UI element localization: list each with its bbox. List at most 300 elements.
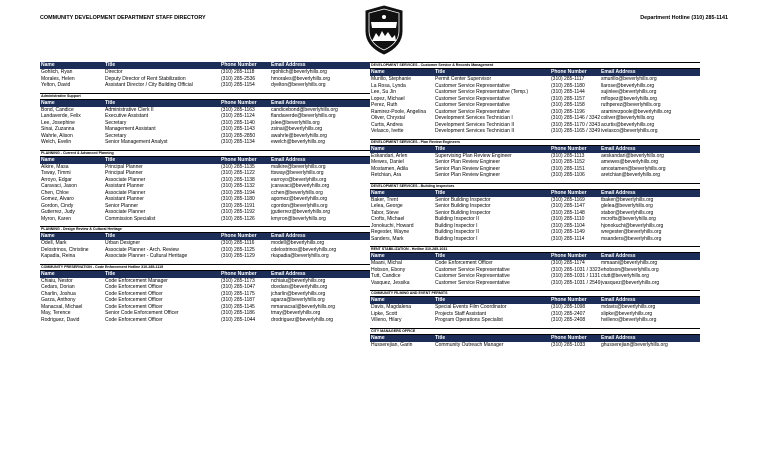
- column-header-phone: Phone Number: [221, 62, 257, 68]
- staff-email: agarza@beverlyhills.org: [271, 297, 325, 303]
- directory-section: [370, 290, 700, 324]
- staff-title: Senior Building Inspector: [435, 203, 491, 209]
- staff-title: Director: [105, 69, 123, 75]
- staff-name: Retchian, Ara: [371, 172, 402, 178]
- staff-name: Manacsal, Michael: [41, 303, 83, 310]
- staff-title: Associate Planner - Cultural Heritage: [105, 253, 188, 259]
- staff-phone: (310) 285-1154: [221, 82, 255, 88]
- staff-title: Development Services Technician I: [435, 115, 513, 121]
- staff-email: dyelton@beverlyhills.org: [271, 82, 326, 88]
- staff-name: Caravaci, Jason: [41, 183, 77, 189]
- staff-email: tbaker@beverlyhills.org: [601, 196, 654, 203]
- staff-name: Villeno, Hilary: [371, 317, 402, 323]
- staff-email: jcharlin@beverlyhills.org: [271, 290, 326, 297]
- staff-phone: (310) 285-1158: [551, 102, 585, 108]
- staff-title: Customer Service Representative: [435, 279, 510, 286]
- staff-phone: (310) 285-1118: [221, 69, 255, 75]
- column-header-name: Name: [41, 62, 55, 68]
- staff-email: aeskandari@beverlyhills.org: [601, 152, 664, 159]
- staff-phone: (310) 285-1187: [221, 297, 255, 303]
- staff-email: cgordon@beverlyhills.org: [271, 202, 328, 209]
- column-header-title: Title: [105, 99, 116, 106]
- column-header-email: Email Address: [271, 99, 306, 106]
- staff-title: Associate Planner: [105, 176, 146, 183]
- staff-title: Customer Service Representative: [435, 108, 510, 115]
- staff-phone: (310) 285-1169: [551, 196, 585, 203]
- staff-phone: (310) 285-1132: [221, 183, 255, 189]
- staff-phone: (310) 285-1044: [221, 316, 256, 323]
- directory-section: [40, 226, 370, 260]
- column-header-row: [40, 271, 370, 278]
- staff-title: Assistant Planner: [105, 196, 144, 202]
- staff-name: Lopez, Michael: [371, 95, 405, 102]
- staff-title: Secretary: [105, 132, 127, 139]
- city-shield-logo: [363, 5, 405, 55]
- staff-name: Rodriguez, David: [41, 316, 80, 323]
- staff-email: ewelch@beverlyhills.org: [271, 139, 325, 145]
- staff-title: Senior Building Inspector: [435, 196, 491, 203]
- staff-name: Chen, Chloe: [41, 189, 69, 196]
- staff-row: [40, 82, 370, 89]
- column-header-email: Email Address: [601, 145, 636, 152]
- staff-name: Maani, Michal: [371, 260, 402, 266]
- staff-phone: (310) 285-1134: [221, 139, 255, 145]
- staff-email: ivelasco@beverlyhills.org: [601, 128, 658, 134]
- staff-title: Executive Assistant: [105, 113, 149, 119]
- column-header-email: Email Address: [271, 62, 306, 68]
- staff-email: slipke@beverlyhills.org: [601, 310, 653, 317]
- column-header-name: Name: [371, 253, 385, 259]
- staff-title: Senior Plan Review Engineer: [435, 159, 501, 165]
- column-header-title: Title: [105, 270, 116, 277]
- staff-email: ruthperez@beverlyhills.org: [601, 102, 661, 108]
- column-header-name: Name: [41, 270, 55, 277]
- section-title: DEVELOPMENT SERVICES - Customer Service & Records Management: [370, 62, 700, 69]
- column-header-name: Name: [371, 145, 385, 152]
- directory-section: [40, 62, 370, 89]
- staff-email: kmyron@beverlyhills.org: [271, 215, 326, 222]
- staff-phone: (310) 285-1151: [551, 165, 585, 172]
- staff-name: Davis, Magdalena: [371, 304, 412, 310]
- staff-email: malkire@beverlyhills.org: [271, 163, 326, 170]
- section-title: DEVELOPMENT SERVICES - Building Inspectors: [370, 183, 700, 190]
- department-hotline: Department Hotline (310) 285-1141: [640, 15, 728, 21]
- staff-name: Yelton, David: [41, 82, 71, 88]
- staff-email: hmorales@beverlyhills.org: [271, 75, 330, 82]
- staff-title: Customer Service Representative (Temp.): [435, 89, 529, 95]
- staff-name: Myron, Karen: [41, 215, 72, 222]
- staff-name: Garza, Anthony: [41, 297, 76, 303]
- staff-name: Crofts, Michael: [371, 216, 405, 222]
- staff-name: Gohlich, Ryan: [41, 69, 73, 75]
- column-header-email: Email Address: [601, 253, 636, 259]
- staff-email: ttsway@beverlyhills.org: [271, 170, 324, 176]
- staff-email: zsinai@beverlyhills.org: [271, 126, 323, 132]
- staff-row: [370, 172, 700, 179]
- staff-phone: (310) 285-1110: [551, 216, 585, 222]
- staff-email: smurillo@beverlyhills.org: [601, 76, 657, 82]
- staff-name: Vasquez, Jessika: [371, 279, 410, 286]
- column-header-phone: Phone Number: [551, 253, 587, 259]
- staff-title: Code Enforcement Officer: [105, 290, 163, 297]
- staff-phone: (310) 285-1149: [551, 229, 585, 235]
- staff-name: Gomez, Alvaro: [41, 196, 74, 202]
- staff-phone: (310) 285-1145: [221, 303, 255, 310]
- staff-title: Customer Service Representative: [435, 95, 510, 102]
- column-header-email: Email Address: [271, 270, 306, 277]
- column-header-phone: Phone Number: [551, 189, 587, 196]
- column-header-title: Title: [105, 233, 116, 239]
- staff-email: mmaani@beverlyhills.org: [601, 260, 658, 266]
- directory-section: [370, 183, 700, 243]
- staff-email: rkapadia@beverlyhills.org: [271, 253, 329, 259]
- staff-name: Baker, Trent: [371, 196, 398, 203]
- column-header-phone: Phone Number: [551, 69, 587, 75]
- staff-name: Arroyo, Edgar: [41, 176, 72, 183]
- staff-phone: (310) 285-1125: [221, 246, 255, 253]
- staff-name: Perez, Ruth: [371, 102, 398, 108]
- staff-title: Building Inspector I: [435, 235, 478, 242]
- staff-phone: (310) 285-1192: [221, 209, 255, 215]
- column-header-email: Email Address: [601, 189, 636, 196]
- staff-name: Hobson, Ebony: [371, 266, 406, 273]
- staff-phone: (310) 285-1163: [221, 106, 255, 113]
- staff-title: Assistant Planner: [105, 183, 144, 189]
- staff-phone: (310) 285-1098: [551, 304, 586, 310]
- column-header-email: Email Address: [271, 233, 306, 239]
- staff-email: amewes@beverlyhills.org: [601, 159, 659, 165]
- staff-name: Mewes, Daniel: [371, 159, 404, 165]
- staff-email: agomez@beverlyhills.org: [271, 196, 328, 202]
- staff-phone: (310) 285-1157: [551, 95, 585, 102]
- staff-email: awahrle@beverlyhills.org: [271, 132, 327, 139]
- staff-title: Special Events Film Coordinator: [435, 304, 507, 310]
- staff-name: Tabor, Steve: [371, 209, 399, 216]
- staff-email: coliver@beverlyhills.org: [601, 115, 654, 121]
- staff-title: Code Enforcement Officer: [105, 303, 163, 310]
- column-header-title: Title: [435, 189, 446, 196]
- column-header-title: Title: [105, 156, 116, 163]
- staff-title: Code Enforcement Officer: [105, 316, 163, 323]
- staff-title: Deputy Director of Rent Stabilization: [105, 75, 186, 82]
- staff-email: stabor@beverlyhills.org: [601, 209, 654, 216]
- staff-title: Building Inspector II: [435, 229, 479, 235]
- staff-phone: (310) 285-1144: [551, 89, 585, 95]
- staff-title: Associate Planner - Arch. Review: [105, 246, 179, 253]
- staff-phone: (310) 285-1148: [551, 209, 585, 216]
- staff-email: drodriguez@beverlyhills.org: [271, 316, 334, 323]
- staff-email: earroyo@beverlyhills.org: [271, 176, 327, 183]
- column-header-name: Name: [41, 156, 55, 163]
- staff-title: Commission Specialist: [105, 215, 156, 222]
- staff-email: ctutt@beverlyhills.org: [601, 273, 649, 279]
- section-title: PLANNING - Current & Advanced Planning: [40, 150, 370, 157]
- staff-title: Associate Planner: [105, 209, 146, 215]
- staff-phone: (310) 285-1152: [551, 159, 585, 165]
- staff-phone: (310) 285-1180: [551, 82, 585, 89]
- staff-phone: (310) 285-1165 / 3349: [551, 128, 601, 134]
- staff-title: Secretary: [105, 119, 127, 126]
- staff-title: Customer Service Representative: [435, 273, 510, 279]
- staff-email: modell@beverlyhills.org: [271, 240, 325, 246]
- column-header-phone: Phone Number: [551, 145, 587, 152]
- staff-name: Oliver, Chrystal: [371, 115, 405, 121]
- staff-email: rgohlich@beverlyhills.org: [271, 69, 327, 75]
- column-header-email: Email Address: [601, 334, 636, 341]
- column-header-row: [40, 62, 370, 69]
- column-header-row: [40, 233, 370, 240]
- staff-title: Customer Service Representative: [435, 266, 510, 273]
- staff-email: jslee@beverlyhills.org: [271, 119, 320, 126]
- staff-name: Lee, Josephine: [41, 119, 75, 126]
- staff-row: [370, 342, 700, 349]
- staff-email: mcrofts@beverlyhills.org: [601, 216, 656, 222]
- column-header-name: Name: [371, 334, 385, 341]
- column-header-row: [40, 100, 370, 107]
- staff-name: La Rosa, Lynda: [371, 82, 406, 89]
- staff-name: Sinai, Zuzanna: [41, 126, 75, 132]
- column-header-name: Name: [371, 189, 385, 196]
- staff-title: Associate Planner: [105, 189, 146, 196]
- staff-name: Delostrinos, Christine: [41, 246, 89, 253]
- staff-phone: (310) 285-1047: [221, 284, 256, 290]
- staff-name: Husserejian, Garin: [371, 341, 413, 348]
- staff-email: aramirezpoole@beverlyhills.org: [601, 108, 672, 115]
- staff-title: Code Enforcement Officer: [435, 260, 493, 266]
- column-header-title: Title: [435, 334, 446, 341]
- staff-email: wregester@beverlyhills.org: [601, 229, 662, 235]
- staff-email: tmay@beverlyhills.org: [271, 310, 321, 316]
- column-header-title: Title: [435, 69, 446, 75]
- staff-phone: (310) 285-1129: [221, 253, 255, 259]
- staff-title: Building Inspector II: [435, 216, 479, 222]
- staff-phone: (310) 285-1117: [551, 76, 585, 82]
- staff-phone: (310) 285-1147: [551, 203, 585, 209]
- column-header-phone: Phone Number: [221, 233, 257, 239]
- staff-title: Customer Service Representative: [435, 82, 510, 89]
- staff-email: ehobson@beverlyhills.org: [601, 266, 659, 273]
- staff-phone: (310) 285-1113: [551, 152, 585, 159]
- staff-email: jvasquez@beverlyhills.org: [601, 279, 660, 286]
- column-header-row: [370, 335, 700, 342]
- staff-name: Cedars, Dorian: [41, 284, 75, 290]
- column-header-phone: Phone Number: [221, 270, 257, 277]
- column-header-name: Name: [41, 233, 55, 239]
- staff-name: Tutt, Candice: [371, 273, 401, 279]
- column-header-phone: Phone Number: [221, 156, 257, 163]
- column-header-phone: Phone Number: [551, 297, 587, 303]
- staff-phone: (310) 285-1175: [221, 290, 255, 297]
- staff-email: aretchian@beverlyhills.org: [601, 172, 660, 178]
- staff-name: Chiaiu, Nestor: [41, 277, 73, 284]
- staff-phone: (310) 285-1104: [551, 222, 585, 229]
- column-header-row: [370, 253, 700, 260]
- staff-phone: (310) 285-1135: [221, 163, 255, 170]
- staff-phone: (310) 285-1146 / 3342: [551, 115, 601, 121]
- column-header-name: Name: [371, 69, 385, 75]
- staff-name: Jonokuchi, Howard: [371, 222, 414, 229]
- staff-phone: (310) 285-2407: [551, 310, 586, 317]
- staff-email: msanders@beverlyhills.org: [601, 235, 662, 242]
- column-header-email: Email Address: [271, 156, 306, 163]
- staff-phone: (310) 285-1186: [221, 310, 255, 316]
- staff-email: amostamen@beverlyhills.org: [601, 165, 666, 172]
- staff-email: ghusserejian@beverlyhills.org: [601, 341, 668, 348]
- staff-row: [40, 253, 370, 260]
- staff-phone: (310) 285-1031 / 3323: [551, 266, 601, 273]
- staff-phone: (310) 285-1114: [551, 235, 585, 242]
- staff-phone: (310) 285-1194: [221, 189, 255, 196]
- page-title: COMMUNITY DEVELOPMENT DEPARTMENT STAFF DIRECTORY: [40, 15, 206, 21]
- staff-title: Senior Building Inspector: [435, 209, 491, 216]
- staff-title: Senior Code Enforcement Officer: [105, 310, 179, 316]
- staff-phone: (310) 285-1031 / 2549: [551, 279, 601, 286]
- staff-name: Gordon, Cindy: [41, 202, 74, 209]
- staff-phone: (310) 285-1122: [221, 170, 255, 176]
- staff-title: Projects Staff Assistant: [435, 310, 487, 317]
- staff-phone: (310) 285-1170 / 3343: [551, 121, 601, 128]
- staff-name: Ramirez-Poole, Angelina: [371, 108, 427, 115]
- staff-title: Code Enforcement Manager: [105, 277, 168, 284]
- staff-row: [370, 317, 700, 324]
- staff-email: cdelostrinos@beverlyhills.org: [271, 246, 337, 253]
- section-title: PLANNING - Design Review & Cultural Heritage: [40, 226, 370, 233]
- column-header-title: Title: [435, 253, 446, 259]
- staff-row: [40, 216, 370, 223]
- staff-title: Management Assistant: [105, 126, 156, 132]
- staff-phone: (310) 285-1174: [551, 260, 585, 266]
- staff-name: May, Terence: [41, 310, 71, 316]
- staff-title: Supervising Plan Review Engineer: [435, 152, 512, 159]
- left-column: [40, 62, 370, 327]
- staff-email: dcedars@beverlyhills.org: [271, 284, 328, 290]
- staff-name: Charlin, Joshua: [41, 290, 76, 297]
- staff-phone: (310) 285-1173: [221, 277, 255, 284]
- staff-title: Senior Planner: [105, 202, 139, 209]
- staff-title: Code Enforcement Officer: [105, 284, 163, 290]
- staff-name: Bond, Candice: [41, 106, 74, 113]
- column-header-phone: Phone Number: [551, 334, 587, 341]
- staff-title: Principal Planner: [105, 170, 143, 176]
- staff-title: Senior Plan Review Engineer: [435, 165, 501, 172]
- directory-section: [40, 264, 370, 324]
- staff-row: [370, 128, 700, 135]
- staff-name: Mostamen, Adila: [371, 165, 408, 172]
- staff-name: Velasco, Ivette: [371, 128, 404, 134]
- staff-title: Senior Management Analyst: [105, 139, 168, 145]
- staff-phone: (310) 285-1140: [221, 119, 255, 126]
- section-title: COMMUNITY FILMING AND EVENT PERMITS: [370, 290, 700, 297]
- column-header-title: Title: [435, 145, 446, 152]
- section-title: COMMUNITY PRESERVATION - Code Enforcement Hotline 310-285-1119: [40, 264, 370, 271]
- staff-title: Development Services Technician II: [435, 128, 515, 134]
- staff-title: Program Operations Specialist: [435, 317, 503, 323]
- staff-title: Building Inspector I: [435, 222, 478, 229]
- staff-phone: (310) 285-1031 / 1131: [551, 273, 601, 279]
- staff-name: Curtis, Andrea: [371, 121, 403, 128]
- column-header-email: Email Address: [601, 69, 636, 75]
- staff-phone: (310) 285-2408: [551, 317, 586, 323]
- staff-email: hjonokuchi@beverlyhills.org: [601, 222, 664, 229]
- staff-title: Principal Planner: [105, 163, 143, 170]
- staff-title: Community Outreach Manager: [435, 341, 504, 348]
- staff-name: Lee, Su Jin: [371, 89, 397, 95]
- staff-title: Senior Plan Review Engineer: [435, 172, 501, 178]
- staff-name: Regester, Wayne: [371, 229, 410, 235]
- directory-section: [370, 328, 700, 349]
- staff-phone: (310) 285-1106: [551, 172, 585, 178]
- directory-section: [370, 62, 700, 135]
- column-header-row: [370, 69, 700, 76]
- staff-email: mmanacsal@beverlyhills.org: [271, 303, 335, 310]
- staff-title: Urban Designer: [105, 240, 141, 246]
- staff-name: Tsway, Timmi: [41, 170, 71, 176]
- staff-phone: (310) 285-1126: [221, 215, 255, 222]
- staff-email: glelea@beverlyhills.org: [601, 203, 653, 209]
- section-title: Administrative Support: [40, 93, 370, 100]
- column-header-row: [370, 146, 700, 153]
- staff-title: Administrative Clerk II: [105, 106, 154, 113]
- column-header-title: Title: [435, 297, 446, 303]
- staff-email: mdavis@beverlyhills.org: [601, 304, 656, 310]
- staff-name: Lelea, George: [371, 203, 403, 209]
- staff-phone: (310) 285-1180: [221, 196, 255, 202]
- staff-email: nchiaiu@beverlyhills.org: [271, 277, 326, 284]
- section-title: RENT STABILIZATION - Hotline 310-285-1031: [370, 246, 700, 253]
- column-header-row: [370, 190, 700, 197]
- directory-section: [370, 246, 700, 286]
- staff-phone: (310) 285-2536: [221, 75, 256, 82]
- staff-email: llarose@beverlyhills.org: [601, 82, 655, 89]
- staff-email: mflopez@beverlyhills.org: [601, 95, 657, 102]
- column-header-phone: Phone Number: [221, 99, 257, 106]
- section-title: CITY MANAGERS OFFICE: [370, 328, 700, 335]
- column-header-title: Title: [105, 62, 116, 68]
- staff-phone: (310) 285-1124: [221, 113, 255, 119]
- staff-phone: (310) 285-1116: [221, 240, 255, 246]
- staff-phone: (310) 285-1033: [551, 341, 586, 348]
- staff-name: Welch, Evelin: [41, 139, 72, 145]
- staff-title: Code Enforcement Officer: [105, 297, 163, 303]
- staff-name: Morales, Helen: [41, 75, 75, 82]
- staff-name: Lipke, Scott: [371, 310, 398, 317]
- directory-section: [370, 139, 700, 179]
- staff-title: Permit Center Supervisor: [435, 76, 492, 82]
- staff-name: Landaverde, Felix: [41, 113, 81, 119]
- staff-name: Wahrle, Alison: [41, 132, 73, 139]
- column-header-name: Name: [371, 297, 385, 303]
- column-header-name: Name: [41, 99, 55, 106]
- staff-name: Gutierrez, Judy: [41, 209, 75, 215]
- staff-phone: (310) 285-1191: [221, 202, 255, 209]
- right-column: [370, 62, 700, 352]
- directory-section: [40, 93, 370, 146]
- column-header-row: [370, 297, 700, 304]
- staff-email: acurtis@beverlyhills.org: [601, 121, 655, 128]
- staff-email: jgutierrez@beverlyhills.org: [271, 209, 330, 215]
- staff-name: Eskandari, Arlen: [371, 152, 408, 159]
- staff-email: flandaverde@beverlyhills.org: [271, 113, 336, 119]
- column-header-email: Email Address: [601, 297, 636, 303]
- staff-name: Kapadia, Reina: [41, 253, 76, 259]
- staff-phone: (310) 285-1138: [221, 176, 255, 183]
- staff-title: Development Services Technician II: [435, 121, 515, 128]
- staff-title: Customer Service Representative: [435, 102, 510, 108]
- staff-phone: (310) 285-1143: [221, 126, 255, 132]
- directory-section: [40, 150, 370, 223]
- staff-name: Alkire, Masa: [41, 163, 69, 170]
- section-title: DEVELOPMENT SERVICES - Plan Review Engineers: [370, 139, 700, 146]
